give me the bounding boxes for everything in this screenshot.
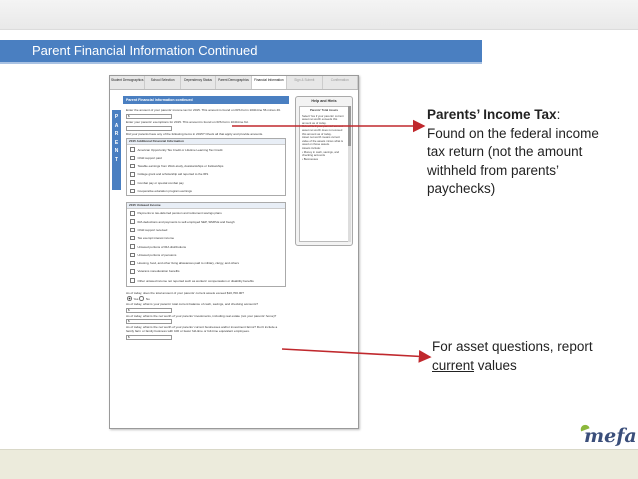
mefa-logo: mefa [584, 425, 637, 447]
business-question: As of today, what is the net worth of your parents' current businesses and/or investment farms? Don't include a family farm or family business with 100 or fewer full-time or full-time equivalent employees. [126, 325, 278, 334]
checkbox[interactable] [130, 278, 135, 283]
exemptions-input[interactable] [126, 126, 172, 131]
exemptions-question: Enter your parents' exemptions for 2015. This amount is found on IRS Form 1040-line 6d. [126, 119, 249, 124]
investments-question: As of today, what is the net worth of your parents' investments, including real estate (not your parents' home)? [126, 313, 277, 318]
step-tabs [110, 76, 358, 90]
additional-info-heading: 2015 Additional Financial Information [127, 139, 285, 145]
income-tax-input[interactable]: $ [126, 114, 172, 119]
checkbox-label: College grant and scholarship aid reported to the IRS [137, 172, 209, 177]
help-line: Assets include: [302, 145, 321, 150]
items-question: Did your parents have any of the following items in 2015? Check all that apply and provide amounts. [126, 131, 264, 136]
yes-label: Yes [133, 296, 139, 301]
form-screenshot [109, 75, 359, 429]
no-label: No [145, 296, 150, 301]
parent-label [112, 110, 121, 190]
checkbox-row[interactable] [127, 187, 285, 195]
checkbox-label: Payments to tax-deferred pension and retirement savings plans [137, 211, 222, 216]
checkbox-label: Tax exempt interest income [137, 236, 175, 241]
help-title: Help and Hints [311, 99, 337, 103]
tab-confirmation[interactable]: Confirmation [323, 76, 358, 89]
checkbox[interactable] [130, 164, 135, 169]
checkbox[interactable] [130, 244, 135, 249]
checkbox-label: Taxable earnings from Work-study, Assistantships or Fellowships [137, 164, 224, 169]
help-line: Asset net worth means current value of the assets minus what is owed on those assets. [302, 135, 344, 147]
checkbox-row[interactable] [127, 217, 285, 225]
checkbox-row[interactable] [127, 154, 285, 162]
checkbox-row[interactable] [127, 209, 285, 217]
additional-info-box [126, 138, 286, 196]
checkbox-label: Housing, food, and other living allowances paid to military, clergy, and others [137, 261, 239, 266]
help-topic: Parents' Total Assets [309, 108, 339, 112]
checkbox-label: Cooperative education program earnings [137, 189, 192, 194]
checkbox-label: IRA deductions and payments to self-employed SEP, SIMPLE and Keogh [137, 219, 235, 224]
checkbox-row[interactable] [127, 242, 285, 250]
side-letter: R [114, 131, 119, 137]
help-scrollbar[interactable] [348, 106, 351, 242]
checkbox-row[interactable] [127, 234, 285, 242]
assets-question: As of today, does the total amount of your parents' current assets exceed $10,700.00? [126, 290, 244, 295]
cash-balance-question: As of today, what is your parents' total current balance of cash, savings, and checking accounts? [126, 301, 259, 306]
checkbox[interactable] [130, 261, 135, 266]
checkbox-label: Child support received [137, 227, 168, 232]
assets-radio-group [126, 296, 286, 301]
bottom-band [0, 449, 638, 479]
investments-input[interactable]: $ [126, 319, 172, 324]
checkbox-row[interactable] [127, 170, 285, 178]
checkbox-row[interactable] [127, 251, 285, 259]
checkbox[interactable] [130, 189, 135, 194]
income-tax-question: Enter the amount of your parents' income tax for 2015. This amount is found on IRS Form 1040-line 56 minus 46. [126, 108, 281, 112]
yes-radio[interactable] [127, 296, 132, 301]
checkbox-row[interactable] [127, 179, 285, 187]
checkbox-label: Child support paid [137, 155, 162, 160]
checkbox-row[interactable] [127, 226, 285, 234]
help-line: • Businesses [302, 156, 319, 161]
no-radio[interactable] [139, 296, 144, 301]
help-line: Select Yes if your parents' current asset net worth exceeds this amount as of today. [302, 113, 344, 125]
checkbox[interactable] [130, 172, 135, 177]
untaxed-income-box [126, 202, 286, 286]
checkbox-row[interactable] [127, 276, 285, 286]
help-panel [295, 96, 353, 246]
checkbox-label: Veterans noneducation benefits [137, 269, 180, 274]
checkbox-label: Untaxed portions of pensions [137, 252, 177, 257]
side-letter: E [114, 139, 119, 146]
tab-school-selection[interactable]: School Selection [145, 76, 180, 89]
cash-balance-input[interactable]: $ [126, 308, 172, 313]
help-line: • Money in cash, savings, and checking accounts [302, 149, 340, 158]
side-letter: T [114, 156, 119, 163]
checkbox-label: American Opportunity Tax Credit or Lifetime Learning Tax Credit [137, 147, 223, 152]
checkbox-label: Untaxed portions of IRA distributions [137, 244, 187, 249]
asset-note [432, 338, 602, 375]
checkbox-row[interactable] [127, 259, 285, 267]
form-body [123, 105, 289, 429]
side-letter: P [114, 114, 119, 120]
checkbox-row[interactable] [127, 267, 285, 275]
tab-dependency-status[interactable]: Dependency Status [181, 76, 216, 89]
checkbox-row[interactable] [127, 145, 285, 153]
help-content [299, 106, 349, 242]
tab-financial-information[interactable]: Financial Information [252, 76, 287, 89]
checkbox[interactable] [130, 269, 135, 274]
asset-note-post: values [474, 357, 517, 373]
income-tax-note-text: : Found on the federal income tax return (not the amount withheld from parents’ paychecks) [427, 107, 599, 196]
asset-note-pre: For asset questions, report [432, 339, 593, 354]
tab-sign-submit[interactable]: Sign & Submit [287, 76, 322, 89]
side-letter: N [114, 148, 119, 154]
slide-title: Parent Financial Information Continued [0, 40, 482, 62]
checkbox-label: Combat pay or special combat pay [137, 180, 184, 185]
checkbox[interactable] [130, 236, 135, 241]
asset-note-current: current [432, 357, 475, 373]
checkbox[interactable] [130, 180, 135, 185]
business-input[interactable]: $ [126, 335, 172, 340]
checkbox[interactable] [130, 253, 135, 258]
checkbox[interactable] [130, 219, 135, 224]
checkbox[interactable] [130, 156, 135, 161]
checkbox[interactable] [130, 211, 135, 216]
tab-student-demographics[interactable]: Student Demographics [110, 76, 145, 89]
income-tax-note [427, 106, 602, 199]
top-band [0, 0, 638, 30]
checkbox-row[interactable] [127, 162, 285, 170]
checkbox[interactable] [130, 228, 135, 233]
parent-side-tab [110, 90, 123, 429]
checkbox[interactable] [130, 147, 135, 152]
checkbox-label: Other untaxed income not reported such as workers' compensation or disability benefits [137, 278, 254, 283]
help-line: Select No if your parents' current asset net worth does not exceed this amount as of today. [302, 124, 343, 136]
tab-parent-demographics[interactable]: Parent Demographics [216, 76, 251, 89]
form-title: Parent Financial Information continued [123, 96, 289, 104]
untaxed-income-heading: 2015 Untaxed Income [127, 203, 285, 209]
side-letter: A [114, 122, 119, 129]
income-tax-note-heading: Parents’ Income Tax [427, 107, 557, 122]
